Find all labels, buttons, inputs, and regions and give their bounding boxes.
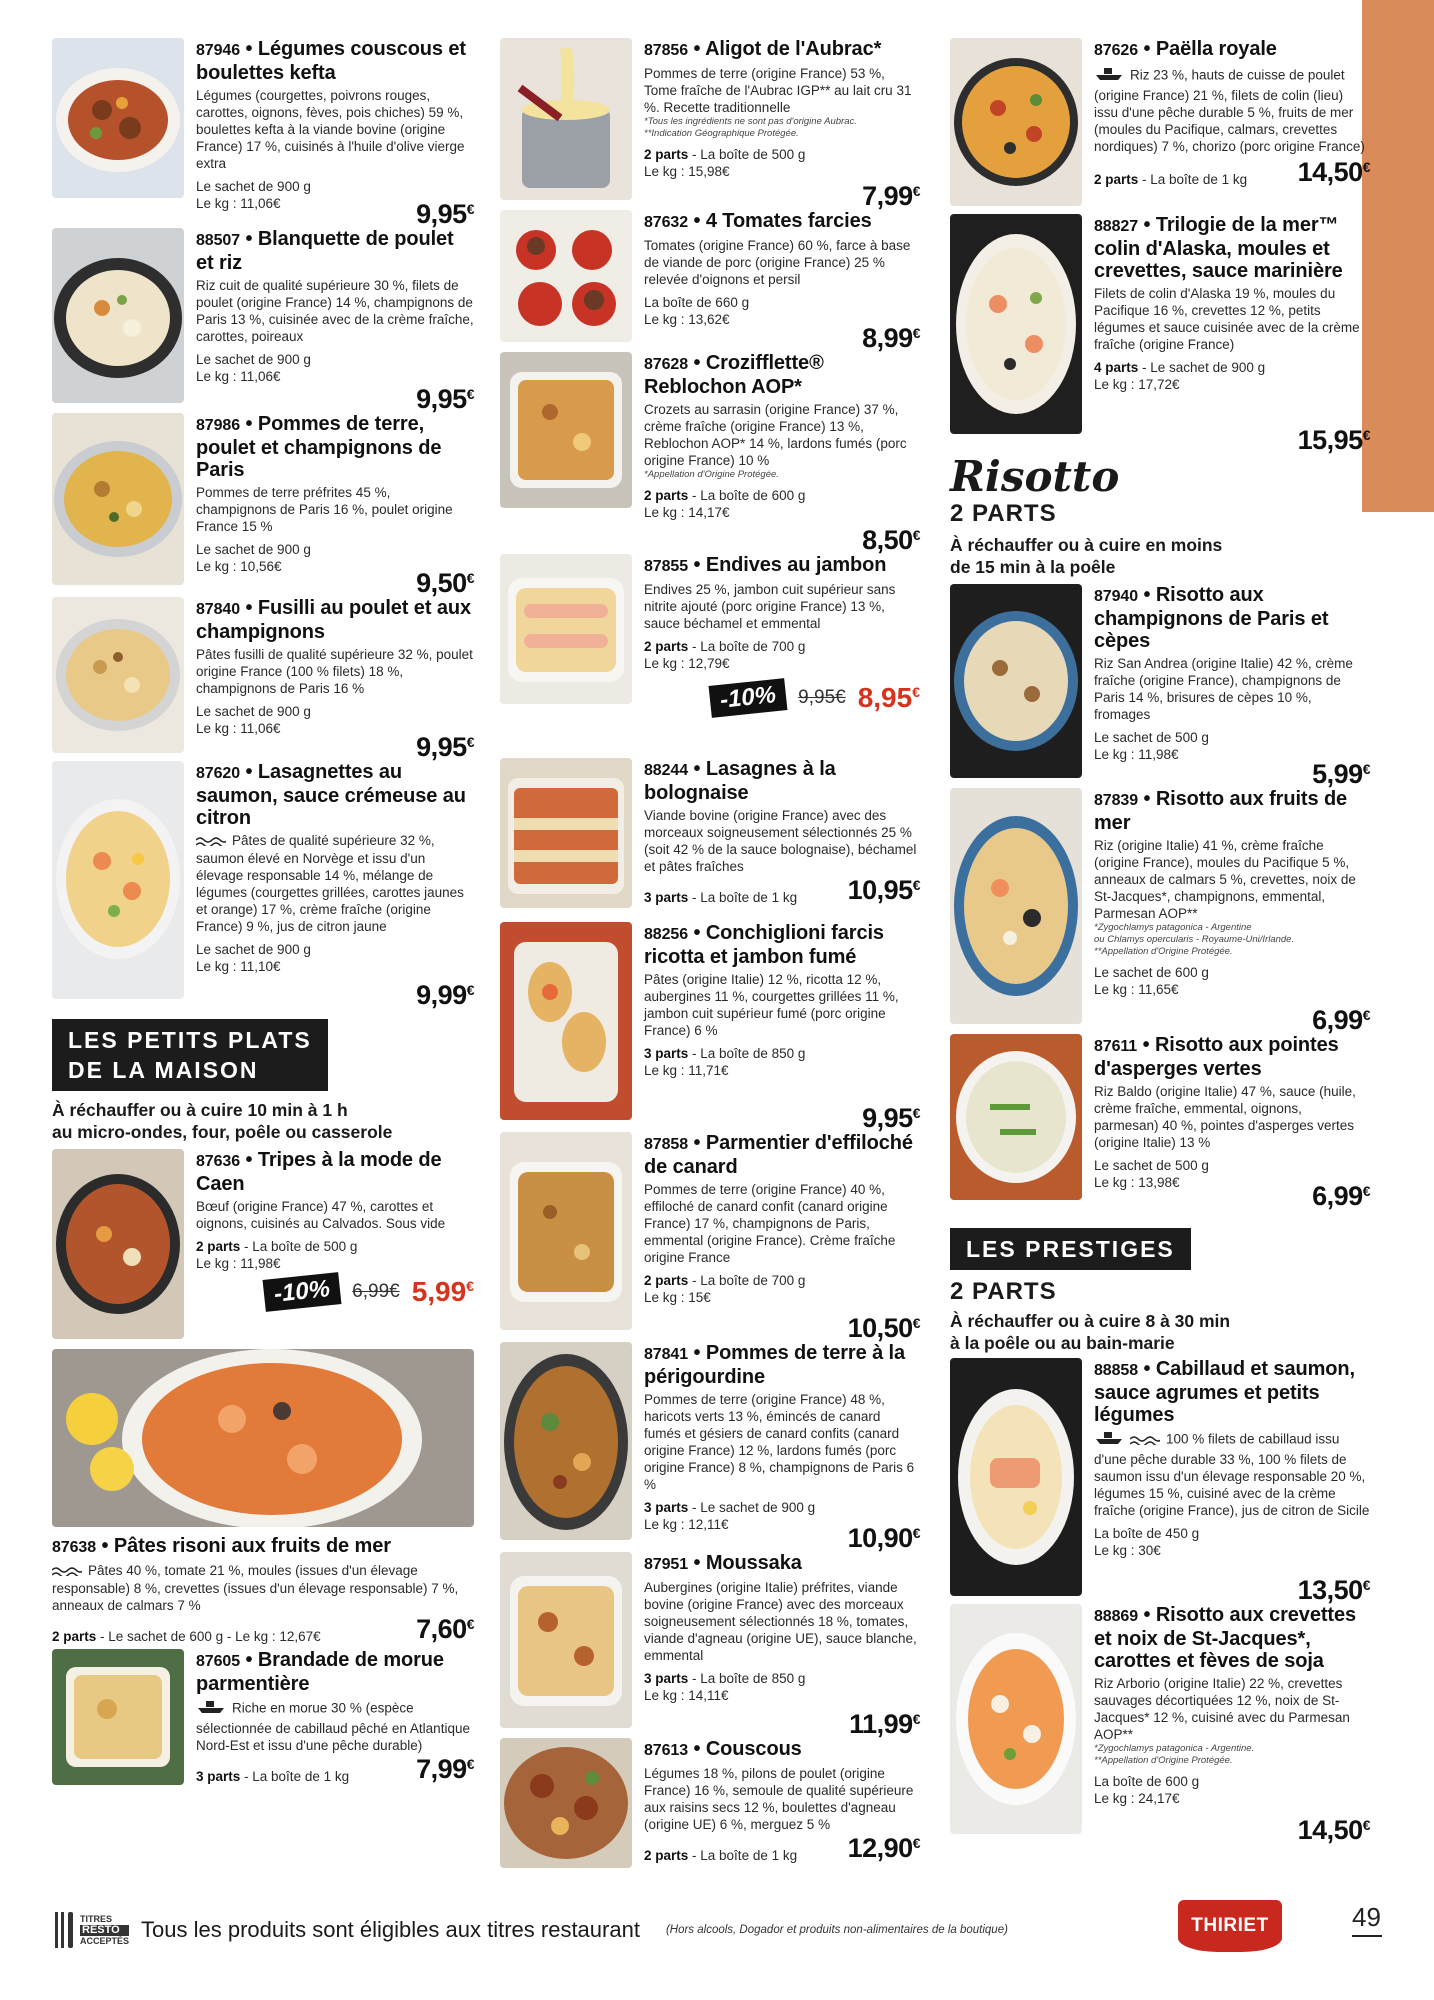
product-description: Bœuf (origine France) 47 %, carottes et oignons, cuisinés au Calvados. Sous vide xyxy=(196,1199,446,1231)
product-card-large[interactable] xyxy=(52,1349,474,1645)
column-middle xyxy=(500,38,920,1878)
product-title: 87986 • Pommes de terre, poulet et champignons de Paris xyxy=(196,413,442,481)
product-price: 8,50€ xyxy=(862,525,920,555)
product-description: Pâtes 40 %, tomate 21 %, moules (issues d'un élevage responsable) 8 %, crevettes (issues d'un élevage responsable) 7 %, anneaux de calmars 7 % xyxy=(52,1563,459,1613)
food-photo xyxy=(950,788,1082,1024)
product-description: Riche en morue 30 % (espèce sélectionnée de cabillaud pêché en Atlantique Nord-Est et issu d'une pêche durable) xyxy=(196,1698,474,1754)
product-card[interactable] xyxy=(52,597,474,761)
product-note: **Indication Géographique Protégée. xyxy=(644,128,799,139)
product-card[interactable] xyxy=(500,554,920,758)
section-subtitle: À réchauffer ou à cuire en moins de 15 min à la poêle xyxy=(950,535,1223,577)
section-header-prestiges xyxy=(950,1228,1370,1354)
product-card[interactable] xyxy=(52,413,474,597)
product-description: Endives 25 %, jambon cuit supérieur sans nitrite ajouté (porc origine France) 13 %, sauce béchamel et emmental xyxy=(644,582,896,631)
food-photo xyxy=(500,1132,632,1330)
product-pack: Le sachet de 900 g Le kg : 11,10€ xyxy=(196,941,311,974)
product-note: *Tous les ingrédients ne sont pas d'origine Aubrac. xyxy=(644,116,857,127)
section-title: LES PRESTIGES xyxy=(950,1228,1191,1270)
product-card[interactable] xyxy=(500,1132,920,1342)
product-price: 14,50€ xyxy=(1297,1815,1370,1845)
boat-icon xyxy=(1094,1429,1124,1451)
discount-badge: -10% xyxy=(263,1272,342,1312)
product-title: 87858 • Parmentier d'effiloché de canard xyxy=(644,1132,913,1178)
product-pack: Le sachet de 900 g Le kg : 11,06€ xyxy=(196,352,311,384)
product-title: 87613 • Couscous xyxy=(644,1738,802,1760)
product-pack: Le sachet de 900 g Le kg : 11,06€ xyxy=(196,704,311,736)
new-price: 5,99€ xyxy=(411,1276,474,1307)
product-title: 87636 • Tripes à la mode de Caen xyxy=(196,1149,442,1195)
product-pack: 2 parts - La boîte de 1 kg xyxy=(644,1848,798,1863)
product-note: ou Chlamys opercularis - Royaume-Uni/Irlande. xyxy=(1094,934,1295,945)
product-card[interactable] xyxy=(52,228,474,413)
food-photo xyxy=(500,1552,632,1728)
product-title: 87946 • Légumes couscous et boulettes kefta xyxy=(196,38,466,84)
product-price: 11,99€ xyxy=(849,1709,920,1739)
product-pack: Le sachet de 900 g Le kg : 10,56€ xyxy=(196,542,311,574)
product-pack: 3 parts - La boîte de 850 g Le kg : 11,71€ xyxy=(644,1046,806,1078)
product-price: 6,99€ xyxy=(1312,1181,1370,1211)
product-description: Viande bovine (origine France) avec des morceaux soigneusement sélectionnés 25 % (soit 42 % de la sauce bolognaise), béchamel et pâtes fraîches xyxy=(644,808,917,874)
product-price: 8,99€ xyxy=(862,323,920,353)
product-description: Pâtes (origine Italie) 12 %, ricotta 12 %, aubergines 11 %, courgettes grillées 11 %, jambon cuit supérieur fumé (porc origine France) 6 % xyxy=(644,972,899,1038)
food-photo xyxy=(52,1349,474,1527)
product-pack: La boîte de 600 g Le kg : 24,17€ xyxy=(1094,1774,1200,1806)
product-pack: 2 parts - La boîte de 500 g Le kg : 11,98€ xyxy=(196,1239,358,1271)
product-card[interactable] xyxy=(500,1342,920,1552)
product-pack: Le sachet de 500 g Le kg : 11,98€ xyxy=(1094,730,1209,762)
product-price: 14,50€ xyxy=(1297,157,1370,187)
product-title: 87839 • Risotto aux fruits de mer xyxy=(1094,788,1348,834)
product-price: 15,95€ xyxy=(1297,425,1370,455)
section-title: LES PETITS PLATS DE LA MAISON xyxy=(52,1019,328,1091)
product-note: **Appellation d'Origine Protégée. xyxy=(1094,1755,1233,1766)
food-photo xyxy=(500,1342,632,1540)
waves-icon xyxy=(52,1563,82,1580)
product-description: Riz Arborio (origine Italie) 22 %, crevettes sauvages décortiquées 12 %, noix de St-Jacques* 12 %, cuisiné avec du Parmesan AOP** xyxy=(1094,1676,1350,1742)
product-note: *Zygochlamys patagonica - Argentine. xyxy=(1094,1743,1255,1754)
product-title: 87951 • Moussaka xyxy=(644,1552,802,1574)
food-photo xyxy=(500,352,632,508)
product-price: 6,99€ xyxy=(1312,1005,1370,1035)
product-card[interactable] xyxy=(950,788,1370,1034)
product-description: Crozets au sarrasin (origine France) 37 %, crème fraîche (origine France) 13 %, Reblochon AOP* 14 %, lardons fumés (porc origine France) 10 % xyxy=(644,402,907,468)
footer-note: (Hors alcools, Dogador et produits non-alimentaires de la boutique) xyxy=(665,1924,1008,1936)
product-note: *Zygochlamys patagonica - Argentine xyxy=(1094,922,1252,933)
food-photo xyxy=(52,1149,184,1339)
product-description: Légumes (courgettes, poivrons rouges, carottes, oignons, fèves, pois chiches) 59 %, boulettes kefta à la viande bovine (origine France) 17 %, cuisinés à l'huile d'olive vierge extra xyxy=(196,88,465,171)
product-title: 87628 • Crozifflette® Reblochon AOP* xyxy=(644,352,824,398)
food-photo xyxy=(500,38,632,200)
product-title: 88827 • Trilogie de la mer™ colin d'Alaska, moules et crevettes, sauce marinière xyxy=(1094,214,1343,282)
product-card[interactable] xyxy=(500,1738,920,1878)
product-title: 87940 • Risotto aux champignons de Paris et cèpes xyxy=(1094,584,1329,652)
product-title: 88858 • Cabillaud et saumon, sauce agrumes et petits légumes xyxy=(1094,1358,1355,1426)
boat-icon xyxy=(196,1698,226,1720)
product-pack: Le sachet de 500 g Le kg : 13,98€ xyxy=(1094,1158,1209,1190)
food-photo xyxy=(950,1604,1082,1834)
section-subtitle: À réchauffer ou à cuire 8 à 30 min à la poêle ou au bain-marie xyxy=(950,1311,1231,1353)
product-price: 10,95€ xyxy=(847,875,920,905)
product-card[interactable] xyxy=(950,1604,1370,1844)
promo-price xyxy=(196,1276,474,1308)
product-pack: La boîte de 660 g Le kg : 13,62€ xyxy=(644,295,750,327)
product-description: 100 % filets de cabillaud issu d'une pêche durable 33 %, 100 % filets de saumon issu d'un élevage responsable 20 %, légumes 15 %, cuisiné avec de la crème fraîche (origine France), jus de citron de Sicile xyxy=(1094,1429,1370,1519)
product-pack: 2 parts - La boîte de 600 g Le kg : 14,17€ xyxy=(644,488,806,520)
page-number: 49 xyxy=(1352,1902,1382,1937)
product-pack: Le sachet de 600 g Le kg : 11,65€ xyxy=(1094,965,1209,997)
product-price: 10,90€ xyxy=(847,1523,920,1553)
product-price: 9,95€ xyxy=(862,1103,920,1133)
product-card[interactable] xyxy=(52,1649,474,1789)
product-card[interactable] xyxy=(500,352,920,554)
product-description: Pommes de terre préfrites 45 %, champignons de Paris 16 %, poulet origine France 15 % xyxy=(196,485,453,534)
product-title: 87840 • Fusilli au poulet et aux champignons xyxy=(196,597,472,643)
product-title: 87841 • Pommes de terre à la périgourdine xyxy=(644,1342,906,1388)
product-title: 88244 • Lasagnes à la bolognaise xyxy=(644,758,836,804)
product-card[interactable] xyxy=(500,38,920,210)
fork-knife-icon xyxy=(52,1908,76,1952)
section-subtitle: À réchauffer ou à cuire 10 min à 1 h au micro-ondes, four, poêle ou casserole xyxy=(52,1100,393,1142)
product-pack: 3 parts - Le sachet de 900 g Le kg : 12,11€ xyxy=(644,1500,816,1532)
product-price: 5,99€ xyxy=(1312,759,1370,789)
product-card[interactable] xyxy=(500,758,920,922)
product-price: 10,50€ xyxy=(847,1313,920,1343)
old-price: 6,99€ xyxy=(352,1281,400,1302)
food-photo xyxy=(52,1649,184,1785)
product-description: Pommes de terre (origine France) 40 %, effiloché de canard confit (canard origine France) 17 %, champignons de Paris, emmental (origine France). Crème fraîche origine France xyxy=(644,1182,896,1265)
food-photo xyxy=(52,413,184,585)
food-photo xyxy=(950,1034,1082,1200)
product-pack: La boîte de 450 g Le kg : 30€ xyxy=(1094,1526,1200,1558)
product-card[interactable] xyxy=(950,1034,1370,1210)
food-photo xyxy=(950,214,1082,434)
product-title: 87638 • Pâtes risoni aux fruits de mer xyxy=(52,1535,391,1557)
new-price: 8,95€ xyxy=(857,682,920,713)
product-description: Riz 23 %, hauts de cuisse de poulet (origine France) 21 %, filets de colin (lieu) issu d'une pêche durable 5 %, fruits de mer (moules du Pacifique, calmars, crevettes nordiques) 7 %, chorizo (porc origine France) xyxy=(1094,65,1370,155)
product-card[interactable] xyxy=(950,1358,1370,1604)
product-title: 87855 • Endives au jambon xyxy=(644,554,887,576)
product-price: 7,99€ xyxy=(862,181,920,211)
product-title: 88869 • Risotto aux crevettes et noix de St-Jacques*, carottes et fèves de soja xyxy=(1094,1604,1357,1672)
product-price: 9,99€ xyxy=(416,980,474,1010)
product-card[interactable] xyxy=(950,38,1370,214)
column-right xyxy=(950,38,1370,1844)
discount-badge: -10% xyxy=(709,678,788,718)
waves-icon xyxy=(196,833,226,850)
product-description: Pâtes de qualité supérieure 32 %, saumon élevé en Norvège et issu d'un élevage responsable 14 %, mélange de légumes (courgettes grillées, carottes jaunes et orange) 17 %, crème fraîche (origine France) 9 %, jus de citron jaune xyxy=(196,833,464,934)
section-parts: 2 PARTS xyxy=(950,1278,1057,1305)
product-pack: 2 parts - La boîte de 1 kg xyxy=(1094,172,1248,187)
product-card[interactable] xyxy=(52,38,474,228)
food-photo xyxy=(52,761,184,999)
product-card[interactable] xyxy=(52,1149,474,1349)
food-photo xyxy=(950,584,1082,778)
product-card[interactable] xyxy=(950,214,1370,454)
product-price: 7,99€ xyxy=(416,1753,474,1784)
product-price: 12,90€ xyxy=(847,1833,920,1863)
product-description: Riz (origine Italie) 41 %, crème fraîche (origine France), moules du Pacifique 5 %, anneaux de calmars 5 %, crevettes, noix de St-Jacques*, champignons, emmental, Parmesan AOP** xyxy=(1094,838,1356,921)
product-card[interactable] xyxy=(950,584,1370,788)
product-card[interactable] xyxy=(500,922,920,1132)
product-pack: 3 parts - La boîte de 1 kg xyxy=(644,890,798,905)
product-pack: 2 parts - La boîte de 500 g Le kg : 15,98€ xyxy=(644,147,806,179)
food-photo xyxy=(950,1358,1082,1596)
food-photo xyxy=(500,554,632,704)
product-description: Légumes 18 %, pilons de poulet (origine France) 16 %, semoule de qualité supérieure aux raisins secs 12 %, boulettes d'agneau (origine UE) 6 %, merguez 5 % xyxy=(644,1766,914,1832)
product-price: 9,95€ xyxy=(416,199,474,229)
product-price: 13,50€ xyxy=(1297,1575,1370,1605)
product-description: Pâtes fusilli de qualité supérieure 32 %, poulet origine France (100 % filets) 18 %, champignons de Paris 16 % xyxy=(196,647,473,696)
product-description: Riz Baldo (origine Italie) 47 %, sauce (huile, crème fraîche, emmental, oignons, parmesan) 40 %, pointes d'asperges vertes (origine Italie) 13 % xyxy=(1094,1084,1356,1150)
product-description: Filets de colin d'Alaska 19 %, moules du Pacifique 16 %, crevettes 12 %, petits légumes et sauce cuisinée avec de la crème fraîche (origine France) xyxy=(1094,286,1360,352)
boat-icon xyxy=(1094,65,1124,87)
section-header-petits-plats xyxy=(52,1019,474,1143)
food-photo xyxy=(52,228,184,403)
waves-icon xyxy=(1130,1432,1160,1449)
product-pack: 4 parts - Le sachet de 900 g Le kg : 17,72€ xyxy=(1094,360,1266,392)
product-description: Tomates (origine France) 60 %, farce à base de viande de porc (origine France) 25 % relevée d'oignons et persil xyxy=(644,238,911,287)
product-card[interactable] xyxy=(500,1552,920,1738)
product-price: 7,60€ xyxy=(416,1613,474,1644)
section-parts: 2 PARTS xyxy=(950,500,1057,527)
product-description: Riz cuit de qualité supérieure 30 %, filets de poulet (origine France) 14 %, champignons de Paris 13 %, cuisinée avec de la crème fraîche, carottes, poireaux xyxy=(196,278,474,344)
product-note: *Appellation d'Origine Protégée. xyxy=(644,469,779,480)
food-photo xyxy=(500,210,632,342)
food-photo xyxy=(500,758,632,908)
food-photo xyxy=(500,922,632,1120)
product-title: 87620 • Lasagnettes au saumon, sauce crémeuse au citron xyxy=(196,761,466,829)
old-price: 9,95€ xyxy=(798,687,846,708)
product-pack: 2 parts - Le sachet de 600 g - Le kg : 12,67€ xyxy=(52,1628,321,1644)
product-price: 9,50€ xyxy=(416,568,474,598)
product-pack: 2 parts - La boîte de 700 g Le kg : 12,79€ xyxy=(644,639,806,671)
product-price: 9,95€ xyxy=(416,732,474,762)
promo-price xyxy=(644,682,920,714)
product-card[interactable] xyxy=(500,210,920,352)
product-pack: 2 parts - La boîte de 700 g Le kg : 15€ xyxy=(644,1273,806,1305)
thiriet-logo: THIRIET xyxy=(1178,1900,1282,1952)
product-title: 88256 • Conchiglioni farcis ricotta et jambon fumé xyxy=(644,922,884,968)
product-description: Riz San Andrea (origine Italie) 42 %, crème fraîche (origine France), champignons de Paris 14 %, brisures de cèpes 10 %, fromages xyxy=(1094,656,1353,722)
food-photo xyxy=(950,38,1082,206)
titres-resto-logo: TITRES RESTO ACCEPTÉS xyxy=(52,1908,129,1952)
product-title: 87611 • Risotto aux pointes d'asperges vertes xyxy=(1094,1034,1339,1080)
product-description: Pommes de terre (origine France) 53 %, Tome fraîche de l'Aubrac IGP** au lait cru 31 %. Recette traditionnelle xyxy=(644,66,912,115)
product-pack: Le sachet de 900 g Le kg : 11,06€ xyxy=(196,179,311,211)
product-title: 87632 • 4 Tomates farcies xyxy=(644,210,872,232)
side-tab-decoration xyxy=(1362,0,1434,512)
column-left xyxy=(52,38,474,1789)
footer-text: Tous les produits sont éligibles aux titres restaurant xyxy=(141,1917,640,1942)
product-pack: 3 parts - La boîte de 1 kg xyxy=(196,1768,350,1784)
food-photo xyxy=(52,597,184,753)
product-title: 88507 • Blanquette de poulet et riz xyxy=(196,228,454,274)
product-title: 87626 • Paëlla royale xyxy=(1094,38,1277,60)
food-photo xyxy=(52,38,184,198)
product-card[interactable] xyxy=(52,761,474,1009)
product-title: 87605 • Brandade de morue parmentière xyxy=(196,1648,444,1695)
food-photo xyxy=(500,1738,632,1868)
section-header-risotto xyxy=(950,454,1370,578)
product-pack: 3 parts - La boîte de 850 g Le kg : 14,11€ xyxy=(644,1671,806,1703)
product-price: 9,95€ xyxy=(416,384,474,414)
product-description: Pommes de terre (origine France) 48 %, haricots verts 13 %, émincés de canard fumés et gésiers de canard confits (canard origine France) 12 %, lardons fumés (porc origine France) 8 %, champignons de Paris 6 % xyxy=(644,1392,915,1492)
section-script-title: Risotto xyxy=(950,452,1120,501)
product-note: **Appellation d'Origine Protégée. xyxy=(1094,946,1233,957)
product-title: 87856 • Aligot de l'Aubrac* xyxy=(644,38,882,60)
product-description: Aubergines (origine Italie) préfrites, viande bovine (origine France) avec des morceaux soigneusement sélectionnés 18 %, tomates, viande d'agneau (origine UE), sauce blanche, emmental xyxy=(644,1580,917,1663)
